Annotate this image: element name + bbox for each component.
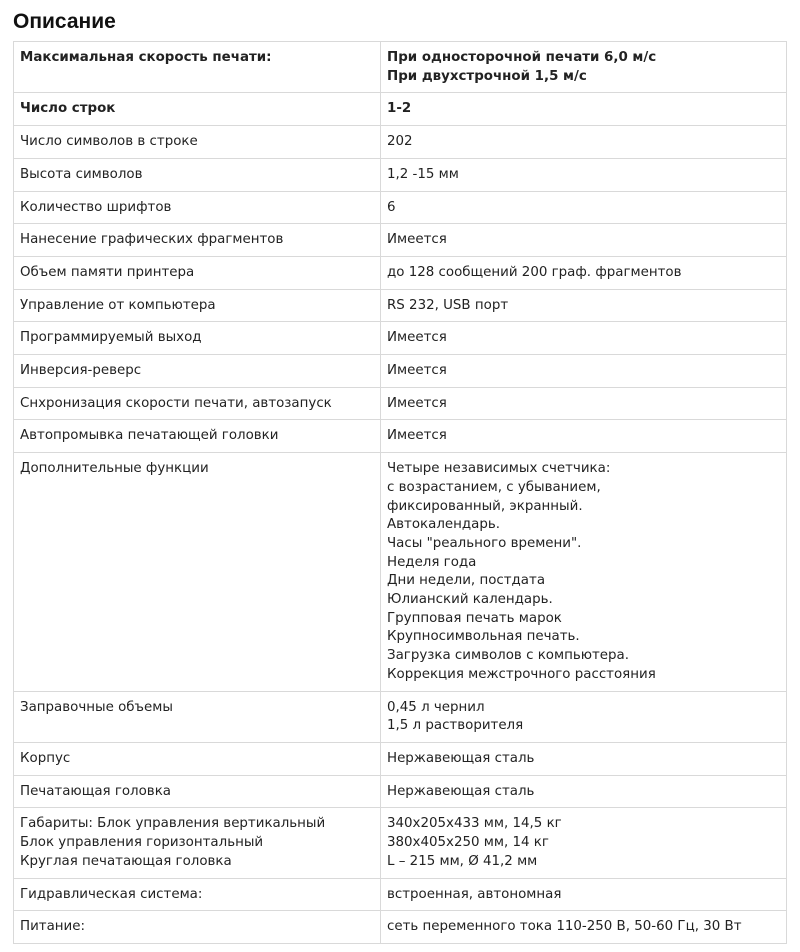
- spec-value-cell: [381, 93, 787, 126]
- spec-value-cell: [381, 808, 787, 878]
- spec-row: [14, 878, 787, 911]
- spec-label-line: Объем памяти принтера: [20, 264, 195, 280]
- spec-value-cell: [381, 742, 787, 775]
- spec-value-line: Имеется: [387, 232, 447, 248]
- specs-table-body: [14, 42, 787, 944]
- spec-label-cell: [14, 322, 381, 355]
- spec-label-cell: [14, 355, 381, 388]
- spec-label-line: Максимальная скорость печати:: [20, 50, 272, 65]
- spec-value-line: Имеется: [387, 395, 447, 411]
- spec-value-cell: [381, 878, 787, 911]
- spec-value-line: Дни недели, постдата: [387, 573, 546, 589]
- spec-value-cell: [381, 322, 787, 355]
- spec-label-line: Печатающая головка: [20, 783, 171, 799]
- spec-label-line: Дополнительные функции: [20, 461, 209, 477]
- spec-value-line: Имеется: [387, 428, 447, 444]
- spec-label-cell: [14, 256, 381, 289]
- spec-value-line: При односторочной печати 6,0 м/с: [387, 50, 657, 65]
- spec-value-line: фиксированный, экранный.: [387, 498, 583, 514]
- spec-row: [14, 42, 787, 93]
- spec-value-line: сеть переменного тока 110-250 В, 50-60 Гц, 30 Вт: [387, 919, 742, 935]
- spec-label-line: Число символов в строке: [20, 134, 198, 150]
- spec-label-cell: [14, 420, 381, 453]
- spec-value-line: до 128 сообщений 200 граф. фрагментов: [387, 264, 682, 280]
- spec-value-line: 6: [387, 199, 396, 215]
- spec-value-cell: [381, 691, 787, 742]
- section-heading: Описание: [13, 10, 116, 33]
- spec-value-cell: [381, 453, 787, 691]
- spec-label-cell: [14, 42, 381, 93]
- spec-label-line: Программируемый выход: [20, 330, 202, 346]
- spec-value-line: Нержавеющая сталь: [387, 750, 535, 766]
- spec-value-cell: [381, 191, 787, 224]
- spec-value-cell: [381, 42, 787, 93]
- spec-row: [14, 420, 787, 453]
- spec-value-line: Неделя года: [387, 554, 477, 570]
- spec-label-cell: [14, 126, 381, 159]
- spec-label-line: Круглая печатающая головка: [20, 853, 232, 869]
- spec-value-cell: [381, 420, 787, 453]
- spec-label-cell: [14, 742, 381, 775]
- spec-label-line: Габариты: Блок управления вертикальный: [20, 816, 326, 832]
- spec-value-line: Автокалендарь.: [387, 517, 501, 533]
- spec-label-cell: [14, 158, 381, 191]
- spec-value-cell: [381, 355, 787, 388]
- spec-label-line: Корпус: [20, 750, 71, 766]
- spec-value-cell: [381, 387, 787, 420]
- spec-row: [14, 256, 787, 289]
- spec-value-line: Имеется: [387, 330, 447, 346]
- spec-label-cell: [14, 289, 381, 322]
- spec-value-line: 1,2 -15 мм: [387, 166, 459, 182]
- spec-value-line: Имеется: [387, 363, 447, 379]
- spec-label-line: Инверсия-реверс: [20, 363, 142, 379]
- spec-label-line: Снхронизация скорости печати, автозапуск: [20, 395, 332, 411]
- spec-value-line: 202: [387, 134, 413, 150]
- spec-row: [14, 742, 787, 775]
- spec-row: [14, 355, 787, 388]
- spec-row: [14, 453, 787, 691]
- spec-label-line: Гидравлическая система:: [20, 886, 203, 902]
- spec-label-cell: [14, 453, 381, 691]
- spec-value-line: RS 232, USB порт: [387, 297, 509, 313]
- spec-row: [14, 691, 787, 742]
- spec-row: [14, 322, 787, 355]
- spec-value-line: Загрузка символов с компьютера.: [387, 648, 629, 664]
- spec-label-line: Нанесение графических фрагментов: [20, 232, 284, 248]
- spec-value-line: 1,5 л растворителя: [387, 718, 524, 734]
- spec-row: [14, 775, 787, 808]
- spec-value-cell: [381, 158, 787, 191]
- spec-value-line: 380x405x250 мм, 14 кг: [387, 835, 549, 851]
- spec-value-cell: [381, 775, 787, 808]
- spec-label-cell: [14, 224, 381, 257]
- spec-value-line: встроенная, автономная: [387, 886, 562, 902]
- spec-value-line: Коррекция межстрочного расстояния: [387, 666, 656, 682]
- spec-value-cell: [381, 256, 787, 289]
- spec-value-cell: [381, 911, 787, 944]
- spec-label-cell: [14, 691, 381, 742]
- spec-label-line: Питание:: [20, 919, 85, 935]
- spec-label-cell: [14, 387, 381, 420]
- spec-value-cell: [381, 126, 787, 159]
- spec-value-line: Часы "реального времени".: [387, 535, 582, 551]
- spec-label-line: Блок управления горизонтальный: [20, 835, 264, 851]
- spec-row: [14, 93, 787, 126]
- spec-row: [14, 387, 787, 420]
- spec-value-line: При двухстрочной 1,5 м/с: [387, 68, 587, 84]
- spec-row: [14, 289, 787, 322]
- spec-value-line: Нержавеющая сталь: [387, 783, 535, 799]
- spec-label-cell: [14, 878, 381, 911]
- spec-value-line: 1-2: [387, 101, 412, 117]
- spec-label-line: Высота символов: [20, 166, 143, 182]
- spec-value-line: Четыре независимых счетчика:: [387, 461, 611, 477]
- spec-value-cell: [381, 224, 787, 257]
- spec-label-line: Заправочные объемы: [20, 699, 173, 715]
- spec-value-cell: [381, 289, 787, 322]
- spec-label-line: Управление от компьютера: [20, 297, 216, 313]
- spec-row: [14, 158, 787, 191]
- spec-value-line: с возрастанием, с убыванием,: [387, 479, 601, 495]
- specs-table: [13, 41, 787, 944]
- spec-row: [14, 224, 787, 257]
- spec-label-line: Число строк: [20, 101, 116, 117]
- spec-value-line: L – 215 мм, Ø 41,2 мм: [387, 853, 538, 869]
- spec-value-line: 0,45 л чернил: [387, 699, 485, 715]
- spec-label-cell: [14, 191, 381, 224]
- spec-row: [14, 126, 787, 159]
- spec-value-line: 340x205x433 мм, 14,5 кг: [387, 816, 562, 832]
- spec-label-cell: [14, 93, 381, 126]
- spec-label-line: Количество шрифтов: [20, 199, 172, 215]
- spec-label-cell: [14, 808, 381, 878]
- spec-label-line: Автопромывка печатающей головки: [20, 428, 279, 444]
- spec-label-cell: [14, 775, 381, 808]
- spec-value-line: Юлианский календарь.: [387, 592, 553, 608]
- spec-label-cell: [14, 911, 381, 944]
- spec-row: [14, 911, 787, 944]
- spec-row: [14, 808, 787, 878]
- spec-value-line: Крупносимвольная печать.: [387, 629, 580, 645]
- spec-value-line: Групповая печать марок: [387, 610, 562, 626]
- spec-row: [14, 191, 787, 224]
